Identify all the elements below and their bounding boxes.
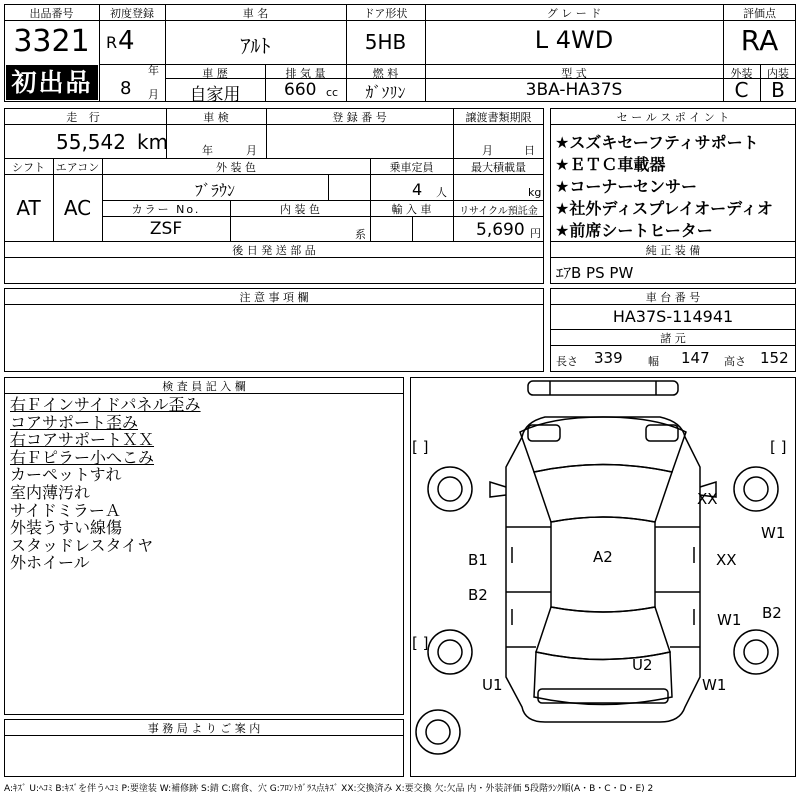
model-type-value: 3BA-HA37S [525,80,623,100]
inspector-remark: カーペットすれ [10,465,122,485]
color-no-value: ZSF [149,219,183,239]
height-value: 152 [760,349,789,367]
interior-color-suffix: 系 [355,228,366,241]
inspection-year-unit: 年 [202,144,213,157]
recycle-header: リサイクル預託金 [459,206,538,217]
aircon-value: AC [63,196,92,220]
door-header: ドア形状 [363,7,408,20]
fuel-value: ｶﾞｿﾘﾝ [365,83,406,102]
max-load-unit: kg [528,186,542,199]
score-value: RA [740,24,779,57]
inspector-header: 検 査 員 記 入 欄 [162,380,246,393]
sales-point-item: ★スズキセーフティサポート [555,133,759,152]
car-name-header: 車 名 [242,7,269,20]
inspector-remark: コアサポート歪み [10,412,139,432]
exterior-score-label: 外装 [730,67,753,80]
recycle-value: 5,690 [476,220,525,240]
car-diagram [410,377,796,777]
mileage-unit: km [137,130,169,154]
damage-mark-b1: B1 [468,551,488,569]
damage-mark-bracket-left: [ ] [412,438,429,456]
height-label: 高さ [724,355,746,368]
interior-score-value: B [771,78,785,102]
first-reg-month: 8 [120,78,132,99]
damage-mark-w1-top: W1 [761,524,786,542]
damage-mark-b2-left: B2 [468,586,488,604]
damage-mark-bracket-bottom: [ ] [412,634,429,652]
length-label: 長さ [556,355,578,368]
equipment-value: ｴｱB PS PW [556,264,634,282]
inspection-header: 車 検 [203,111,229,124]
specs-header: 諸 元 [660,332,686,345]
legend-text: A:ｷｽﾞ U:ﾍｺﾐ B:ｷｽﾞを伴うﾍｺﾐ P:要塗装 W:補修跡 S:錆 C:腐食、穴 G:ﾌﾛﾝﾄｶﾞﾗｽ点ｷｽﾞ XX:交換済み X:要交換 欠:欠品 内・外装評価 5段階ﾗﾝｸ順(A・B・C・D・E) 2 [4,784,654,794]
damage-mark-u2: U2 [632,656,653,674]
sales-point-item: ★前席シートヒーター [555,221,713,240]
inspector-remark: 右コアサポートＸＸ [10,430,155,450]
grade-header: グ レ ー ド [546,7,602,20]
damage-mark-w1-right: W1 [717,611,742,629]
transfer-header: 譲渡書類期限 [465,111,532,124]
sales-points-header: セ ー ル ス ポ イ ン ト [616,111,730,124]
tire-rear-right [734,630,778,674]
spare-tire [416,710,460,754]
chassis-header: 車 台 番 号 [645,291,701,304]
first-reg-month-unit: 月 [148,88,159,101]
inspector-remark: 外ホイール [10,553,90,573]
displacement-header: 排 気 量 [285,67,326,80]
damage-mark-b2-right: B2 [762,604,782,622]
inspector-remark: 右Ｆインサイドパネル歪み [10,395,201,414]
history-value: 自家用 [189,85,241,105]
sales-point-item: ★社外ディスプレイオーディオ [555,199,773,218]
history-header: 車 歴 [202,67,228,80]
capacity-value: 4 [412,180,423,199]
first-listing-badge: 初出品 [6,65,98,100]
inspector-remark: スタッドレスタイヤ [10,535,154,555]
tire-front-left [428,467,472,511]
max-load-header: 最大積載量 [471,161,526,174]
tire-front-right [734,467,778,511]
inspector-remark: 右Ｆピラー小へこみ [10,447,155,467]
capacity-unit: 人 [436,186,447,199]
displacement-unit: cc [326,86,339,99]
notes-header: 注 意 事 項 欄 [239,291,309,304]
first-reg-year-unit: 年 [148,64,159,77]
interior-color-header: 内 装 色 [280,203,320,216]
damage-mark-xx-right: XX [716,551,737,569]
inspector-remark: サイドミラーＡ [10,500,121,520]
chassis-value: HA37S-114941 [612,307,734,326]
mileage-value: 55,542 [56,130,126,154]
inspector-remark: 室内薄汚れ [10,483,91,502]
shift-value: AT [16,196,41,220]
grade-value: L 4WD [534,26,614,54]
capacity-header: 乗車定員 [389,161,434,174]
fuel-header: 燃 料 [372,67,399,80]
inspector-remark: 外装うすい線傷 [10,518,123,538]
damage-mark-bracket-right: [ ] [770,438,787,456]
first-reg-year: 4 [118,26,135,56]
transfer-day-unit: 日 [524,144,535,157]
damage-mark-u1: U1 [482,676,503,694]
damage-mark-xx-top: XX [697,490,718,508]
first-reg-era: R [106,33,118,52]
exterior-color-header: 外 装 色 [216,161,256,174]
score-header: 評価点 [743,7,776,20]
length-value: 339 [594,349,623,367]
registration-header: 登 録 番 号 [332,111,387,124]
width-value: 147 [681,349,710,367]
color-no-header: カラー No. [131,203,201,216]
car-name-value: ｱﾙﾄ [240,34,271,58]
import-header: 輸 入 車 [391,203,432,216]
interior-score-label: 内装 [767,67,789,80]
later-parts-header: 後 日 発 送 部 品 [232,244,316,257]
mileage-header: 走 行 [66,111,104,124]
transfer-month-unit: 月 [482,144,493,157]
model-type-header: 型 式 [561,67,587,80]
displacement-value: 660 [284,80,317,100]
lot-number: 3321 [13,24,90,59]
windshield [534,465,672,523]
lot-header: 出品番号 [29,7,74,20]
inspection-month-unit: 月 [246,144,257,157]
tire-rear-left [428,630,472,674]
sales-point-item: ★コーナーセンサー [555,177,698,196]
shift-header: シフト [12,161,45,174]
exterior-score-value: C [734,78,749,102]
exterior-color-value: ﾌﾞﾗｳﾝ [194,181,235,200]
damage-mark-a2: A2 [593,548,613,566]
width-label: 幅 [648,355,659,368]
rear-window [536,607,670,660]
sales-point-item: ★ＥＴＣ車載器 [555,155,666,174]
aircon-header: エアコン [55,161,100,174]
equipment-header: 純 正 装 備 [645,244,701,257]
door-value: 5HB [364,30,407,54]
damage-mark-w1-bottom: W1 [702,676,727,694]
recycle-unit: 円 [530,227,541,240]
first-reg-header: 初度登録 [110,7,154,20]
office-header: 事 務 局 よ り ご 案 内 [147,722,261,735]
